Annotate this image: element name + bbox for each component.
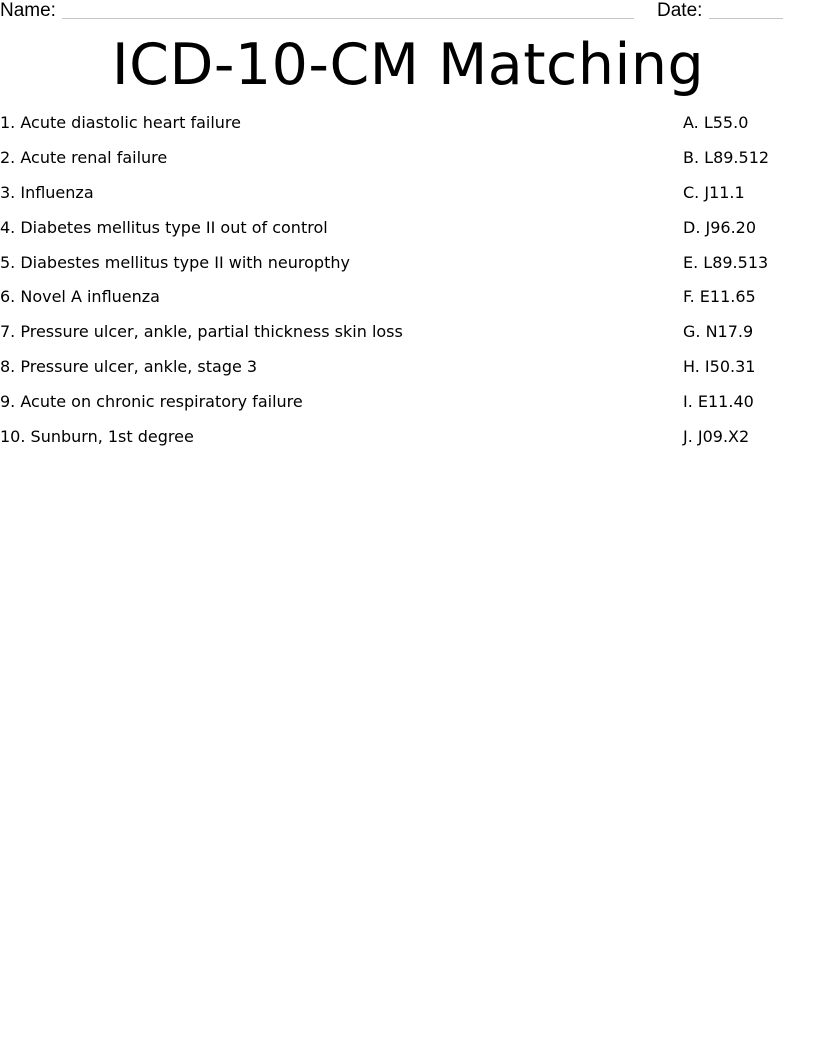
date-label: Date: bbox=[657, 0, 703, 21]
matching-row bbox=[0, 319, 816, 354]
answer-item: F. E11.65 bbox=[683, 287, 756, 307]
clue-item: 8. Pressure ulcer, ankle, stage 3 bbox=[0, 357, 258, 377]
clue-item: 4. Diabetes mellitus type II out of control bbox=[0, 217, 328, 237]
matching-row bbox=[0, 145, 816, 180]
matching-row bbox=[0, 284, 816, 319]
answer-item: J. J09.X2 bbox=[683, 427, 750, 447]
matching-row bbox=[0, 389, 816, 424]
answer-item: G. N17.9 bbox=[683, 322, 754, 342]
matching-row bbox=[0, 354, 816, 389]
answer-item: H. I50.31 bbox=[683, 357, 756, 377]
clue-item: 9. Acute on chronic respiratory failure bbox=[0, 392, 303, 412]
clue-item: 7. Pressure ulcer, ankle, partial thickness skin loss bbox=[0, 322, 403, 342]
clue-item: 2. Acute renal failure bbox=[0, 147, 168, 167]
matching-row bbox=[0, 424, 816, 459]
answer-item: I. E11.40 bbox=[683, 392, 754, 412]
answer-item: C. J11.1 bbox=[683, 182, 745, 202]
header bbox=[0, 0, 816, 26]
page-title: ICD-10-CM Matching bbox=[111, 32, 705, 98]
name-blank-line bbox=[62, 18, 634, 19]
clue-item: 3. Influenza bbox=[0, 182, 94, 202]
answer-item: E. L89.513 bbox=[683, 252, 769, 272]
matching-row bbox=[0, 180, 816, 215]
matching-row bbox=[0, 215, 816, 250]
name-label: Name: bbox=[0, 0, 56, 21]
answer-item: B. L89.512 bbox=[683, 147, 770, 167]
clue-item: 10. Sunburn, 1st degree bbox=[0, 427, 194, 447]
answer-item: A. L55.0 bbox=[683, 113, 749, 132]
date-blank-line bbox=[709, 18, 783, 19]
matching-row bbox=[0, 110, 816, 145]
clue-item: 6. Novel A influenza bbox=[0, 287, 160, 307]
matching-list bbox=[0, 110, 816, 459]
answer-item: D. J96.20 bbox=[683, 217, 757, 237]
clue-item: 5. Diabestes mellitus type II with neuropthy bbox=[0, 252, 350, 272]
clue-item: 1. Acute diastolic heart failure bbox=[0, 113, 241, 132]
matching-row bbox=[0, 250, 816, 285]
